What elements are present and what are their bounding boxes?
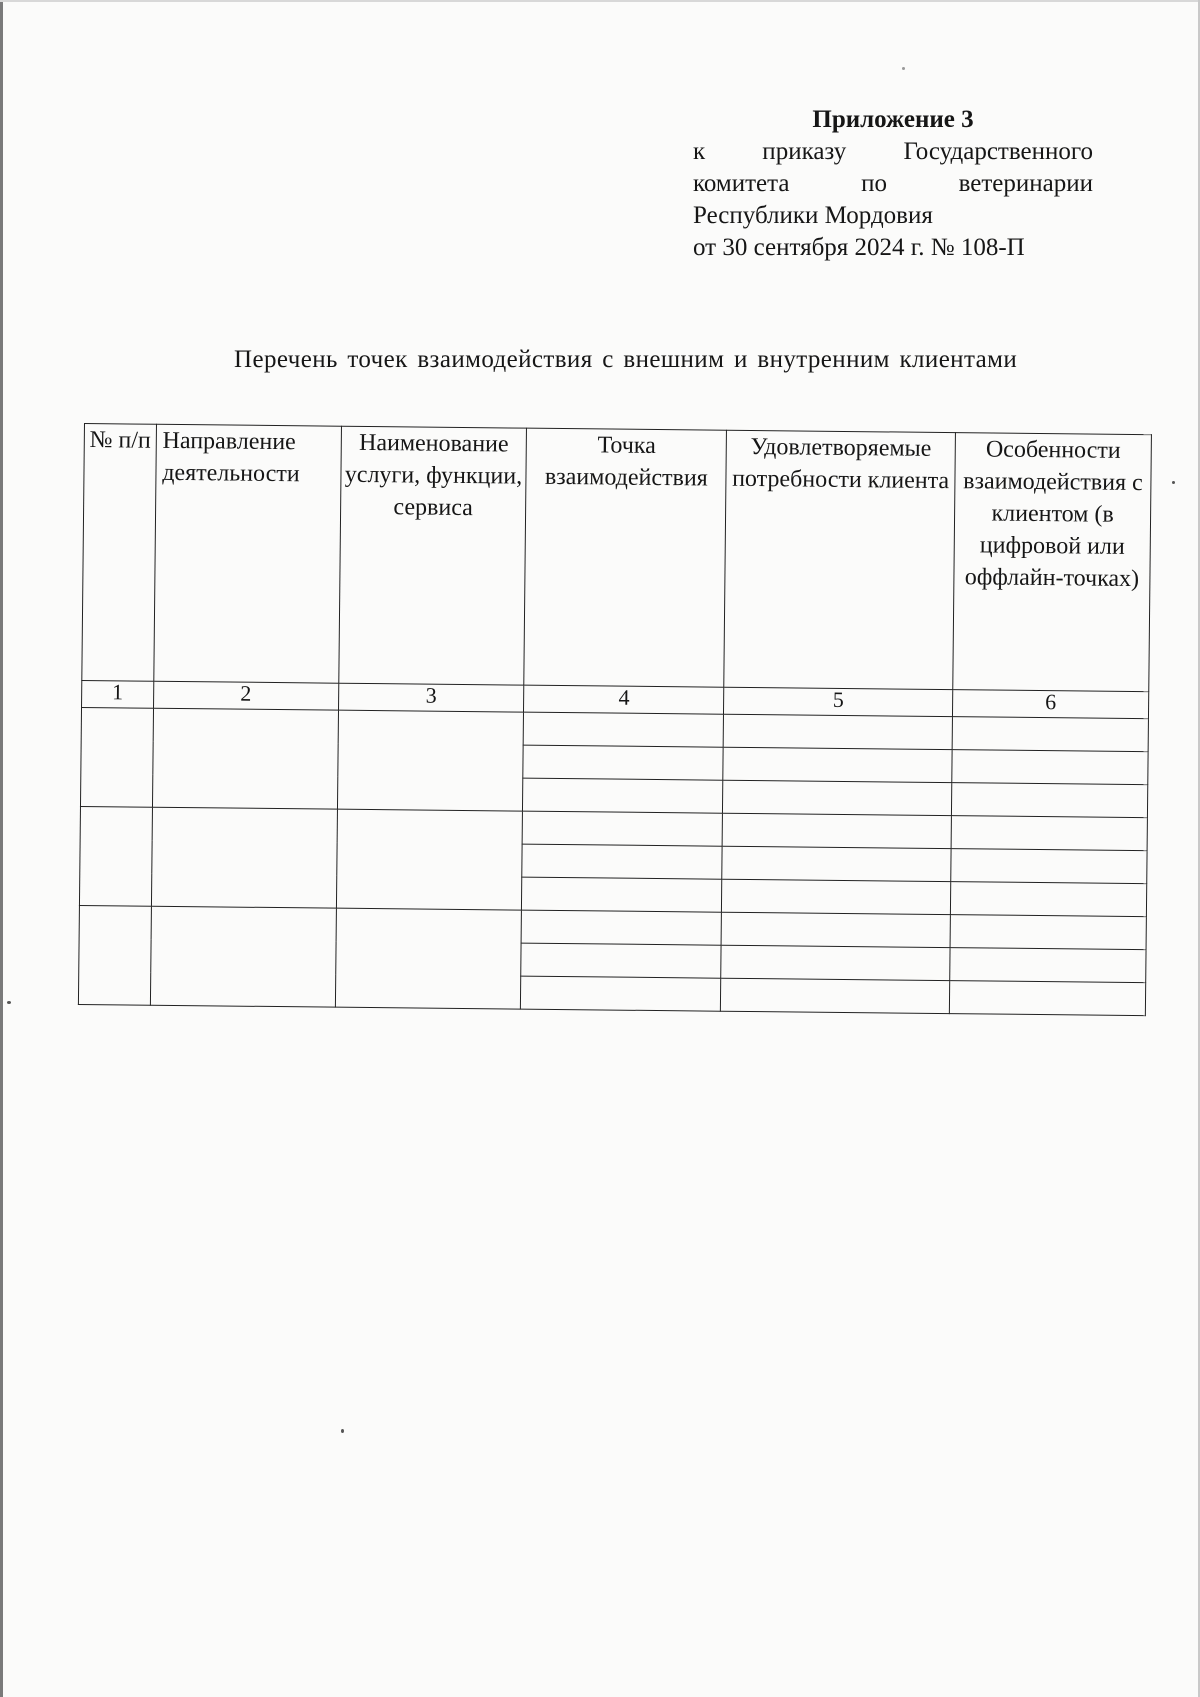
table-cell-features xyxy=(950,948,1146,983)
scan-edge-left xyxy=(0,0,3,1697)
column-number: 2 xyxy=(153,681,338,710)
column-number: 4 xyxy=(524,685,724,714)
table-cell-point xyxy=(522,910,722,945)
column-number: 1 xyxy=(82,680,154,708)
table-cell-features xyxy=(952,783,1148,818)
appendix-line-3: Республики Мордовия xyxy=(693,202,933,229)
appendix-title: Приложение 3 xyxy=(812,106,974,133)
table-cell-point xyxy=(523,778,723,813)
table-cell-needs xyxy=(722,879,951,914)
table-cell-features xyxy=(951,882,1147,917)
table-cell-features xyxy=(952,717,1148,752)
scan-speck xyxy=(7,1001,11,1004)
table-cell-needs xyxy=(721,912,950,947)
table-cell-service xyxy=(335,908,522,1009)
table-cell-needs xyxy=(721,978,950,1013)
appendix-line-1: к приказу Государственного xyxy=(693,138,1093,165)
table-cell-features xyxy=(950,915,1146,950)
header-number: № п/п xyxy=(82,424,156,682)
appendix-line-4: от 30 сентября 2024 г. № 108-П xyxy=(693,234,1025,261)
table-cell-needs xyxy=(722,813,951,848)
table-header-row xyxy=(82,424,1152,692)
table-cell-features xyxy=(949,981,1145,1016)
header-interaction-point: Точка взаимодействия xyxy=(524,428,727,687)
column-number: 5 xyxy=(724,687,953,716)
table-cell-point xyxy=(523,811,723,846)
table-cell-features xyxy=(952,750,1148,785)
scan-speck xyxy=(341,1429,344,1433)
header-interaction-features: Особенности взаимодействия с клиентом (в цифровой или оффлайн-точках) xyxy=(953,433,1152,692)
table-cell-needs xyxy=(723,714,952,749)
appendix-line-2: комитета по ветеринарии xyxy=(693,170,1093,197)
header-client-needs: Удовлетворяемые потребности клиента xyxy=(724,430,955,689)
table-cell-point xyxy=(522,844,722,879)
table-cell-service xyxy=(336,809,523,910)
table-cell-point xyxy=(524,712,724,747)
appendix-block xyxy=(693,104,1093,264)
table-cell-number xyxy=(79,806,152,906)
table-cell-number xyxy=(80,707,153,807)
document-title: Перечень точек взаимодействия с внешним и внутренним клиентами xyxy=(234,346,1018,373)
header-direction: Направление деятельности xyxy=(154,424,342,683)
table-cell-point xyxy=(523,745,723,780)
table-cell-point xyxy=(521,976,721,1011)
header-service-name: Наименование услуги, функции, сервиса xyxy=(338,426,527,685)
table-cell-features xyxy=(951,849,1147,884)
table-cell-point xyxy=(521,943,721,978)
table-cell-direction xyxy=(152,708,338,809)
table-cell-number xyxy=(78,905,151,1005)
table-cell-needs xyxy=(723,780,952,815)
table-cell-needs xyxy=(722,846,951,881)
table-cell-direction xyxy=(151,807,337,908)
column-number: 3 xyxy=(338,683,524,712)
table-cell-service xyxy=(337,710,524,811)
interaction-points-table xyxy=(78,423,1152,1016)
scan-edge-top xyxy=(0,0,1200,2)
scan-speck xyxy=(1172,481,1175,484)
table-cell-needs xyxy=(723,747,952,782)
table-cell-features xyxy=(951,816,1147,851)
column-number: 6 xyxy=(953,690,1149,719)
table-cell-point xyxy=(522,877,722,912)
table-cell-direction xyxy=(150,906,336,1007)
table-cell-needs xyxy=(721,945,950,980)
scan-speck xyxy=(902,67,905,70)
